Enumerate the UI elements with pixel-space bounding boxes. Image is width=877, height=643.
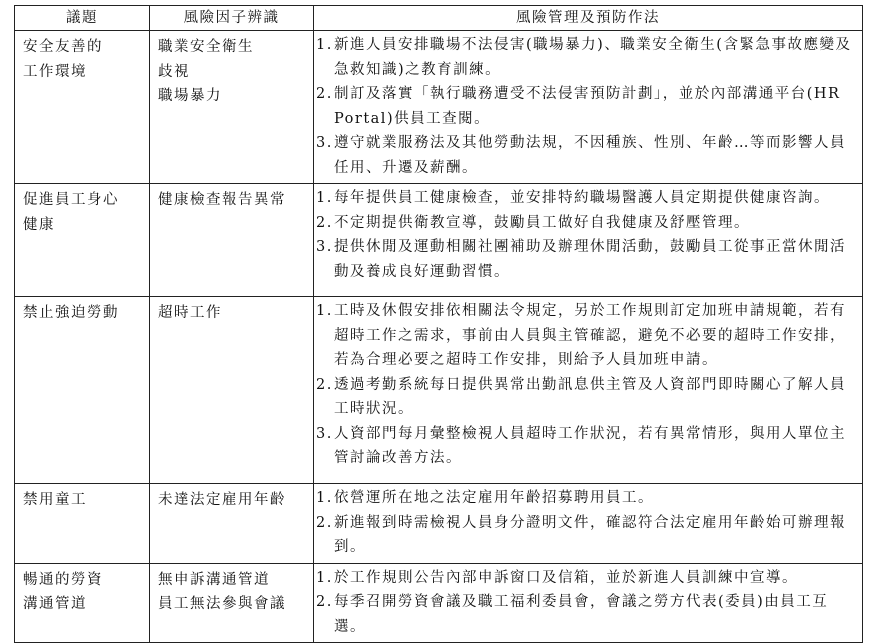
measure-number: 2. [316, 86, 333, 102]
table-row [15, 563, 863, 643]
measure-text: 工時及休假安排依相關法令規定，另於工作規則訂定加班申請規範，若有超時工作之需求，事前由人員與主管確認，避免不必要的超時工作安排，若為合理必要之超時工作安排，則給予人員加班申請。 [334, 303, 846, 368]
measure-number: 1. [316, 490, 333, 506]
risk-factor-text: 歧視 [158, 63, 190, 80]
risk-factor-cell [150, 297, 314, 484]
risk-factor-text: 職場暴力 [158, 88, 222, 104]
measure-item [316, 566, 858, 591]
measure-number: 2. [316, 214, 333, 231]
header-topic: 議題 [15, 6, 150, 31]
topic-cell [15, 31, 150, 184]
measures-cell [314, 31, 863, 184]
topic-text: 暢通的勞資 [23, 571, 103, 588]
topic-text: 工作環境 [23, 63, 87, 80]
measure-item [316, 131, 858, 180]
measure-number: 3. [316, 239, 333, 255]
risk-factor-cell [150, 563, 314, 643]
measure-text: 人資部門每月彙整檢視人員超時工作狀況，若有異常情形，與用人單位主管討論改善方法。 [334, 425, 846, 466]
measure-item [316, 82, 858, 131]
measure-item [316, 299, 858, 373]
measures-list [316, 299, 858, 471]
measure-text: 透過考勤系統每日提供異常出勤訊息供主管及人資部門即時關心了解人員工時狀況。 [334, 376, 846, 417]
measure-text: 新進報到時需檢視人員身分證明文件，確認符合法定雇用年齡始可辦理報到。 [334, 514, 846, 555]
table-row [15, 184, 863, 297]
measures-list [316, 186, 858, 284]
measure-number: 1. [316, 37, 333, 53]
measure-item [316, 373, 858, 422]
topic-text: 促進員工身心 [23, 192, 119, 208]
table-row [15, 31, 863, 184]
risk-factor-text: 無申訴溝通管道 [158, 571, 270, 588]
topic-text: 禁用童工 [23, 492, 87, 508]
measure-text: 依營運所在地之法定雇用年齡招募聘用員工。 [334, 490, 654, 506]
header-measures: 風險管理及預防作法 [314, 6, 863, 31]
topic-cell [15, 184, 150, 297]
measures-list [316, 486, 858, 560]
measure-text: 於工作規則公告內部申訴窗口及信箱，並於新進人員訓練中宣導。 [334, 569, 798, 586]
measures-cell [314, 297, 863, 484]
risk-management-table [14, 5, 863, 643]
measure-item [316, 511, 858, 560]
measure-number: 2. [316, 376, 333, 393]
topic-text: 安全友善的 [23, 39, 103, 55]
topic-cell [15, 297, 150, 484]
table-row [15, 484, 863, 564]
risk-factor-text: 超時工作 [158, 305, 222, 321]
measure-text: 不定期提供衛教宣導，鼓勵員工做好自我健康及舒壓管理。 [334, 214, 750, 231]
topic-cell [15, 563, 150, 643]
risk-factor-text: 員工無法參與會議 [158, 596, 286, 612]
measure-item [316, 235, 858, 284]
measure-text: 每季召開勞資會議及職工福利委員會，會議之勞方代表(委員)由員工互選。 [334, 594, 829, 635]
measure-text: 提供休閒及運動相關社團補助及辦理休閒活動，鼓勵員工從事正當休閒活動及養成良好運動習慣。 [334, 239, 846, 280]
measure-item [316, 590, 858, 639]
measure-number: 1. [316, 303, 333, 319]
measure-text: 每年提供員工健康檢查，並安排特約職場醫護人員定期提供健康咨詢。 [334, 190, 830, 206]
measures-cell [314, 563, 863, 643]
measure-number: 3. [316, 425, 333, 442]
measure-item [316, 486, 858, 511]
measure-number: 2. [316, 594, 333, 610]
topic-cell [15, 484, 150, 564]
measures-list [316, 33, 858, 180]
risk-factor-cell [150, 484, 314, 564]
measure-number: 1. [316, 569, 333, 586]
risk-factor-cell [150, 184, 314, 297]
header-row [15, 6, 863, 31]
measures-cell [314, 184, 863, 297]
measures-list [316, 566, 858, 640]
topic-text: 溝通管道 [23, 596, 87, 612]
measure-number: 2. [316, 514, 333, 531]
risk-factor-cell [150, 31, 314, 184]
measure-text: 遵守就業服務法及其他勞動法規，不因種族、性別、年齡…等而影響人員任用、升遷及薪酬。 [334, 135, 846, 176]
measure-item [316, 186, 858, 211]
measures-cell [314, 484, 863, 564]
risk-factor-text: 未達法定雇用年齡 [158, 492, 286, 508]
measure-item [316, 33, 858, 82]
measure-text: 新進人員安排職場不法侵害(職場暴力)、職業安全衛生(含緊急事故應變及急救知識)之教育訓練。 [334, 37, 852, 78]
measure-text: 制訂及落實「執行職務遭受不法侵害預防計劃」，並於內部溝通平台(HR Portal)供員工查閱。 [334, 86, 841, 127]
measure-item [316, 211, 858, 236]
table-row [15, 297, 863, 484]
measure-number: 1. [316, 190, 333, 206]
topic-text: 禁止強迫勞動 [23, 305, 119, 321]
measure-number: 3. [316, 135, 333, 151]
topic-text: 健康 [23, 216, 55, 233]
risk-factor-text: 職業安全衛生 [158, 39, 254, 55]
header-risk-factor: 風險因子辨識 [150, 6, 314, 31]
measure-item [316, 422, 858, 471]
risk-factor-text: 健康檢查報告異常 [158, 192, 286, 208]
